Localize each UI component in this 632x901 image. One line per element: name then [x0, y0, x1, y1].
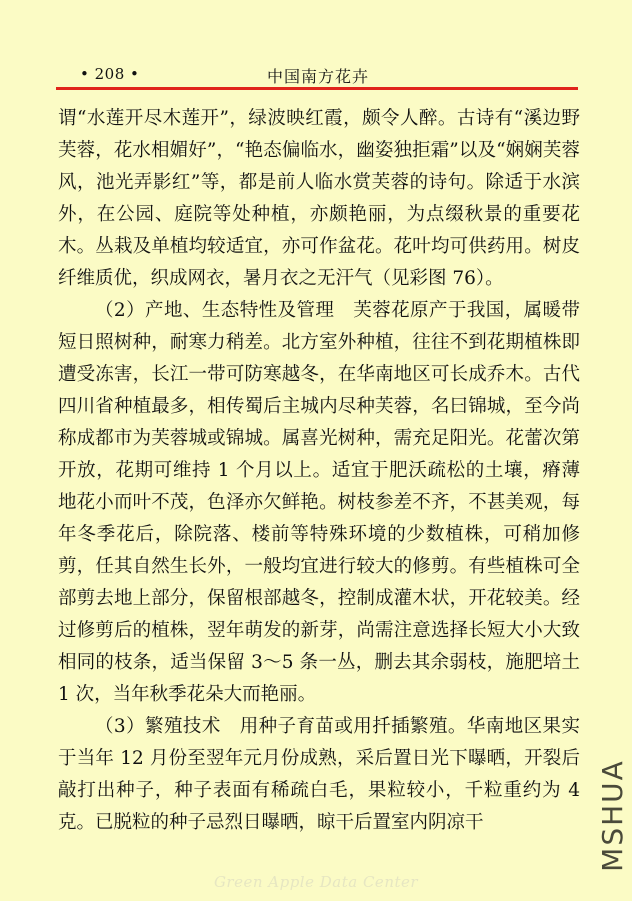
paragraph-origin-ecology: （2）产地、生态特性及管理 芙蓉花原产于我国，属暖带短日照树种，耐寒力稍差。北方室外种植，往往不到花期植株即遭受冻害，长江一带可防寒越冬，在华南地区可长成乔木。古代四川省种植最多，相传蜀后主城内尽种芙蓉，名曰锦城，至今尚称成都市为芙蓉城或锦城。属喜光树种，需充足阳光。花蕾次第开放，花期可维持 1 个月以上。适宜于肥沃疏松的土壤，瘠薄地花小而叶不茂，色泽亦欠鲜艳。树枝参差不齐，不甚美观，每年冬季花后，除院落、楼前等特殊环境的少数植株，可稍加修剪，任其自然生长外，一般均宜进行较大的修剪。有些植株可全部剪去地上部分，保留根部越冬，控制成灌木状，开花较美。经过修剪后的植株，翌年萌发的新芽，尚需注意选择长短大小大致相同的枝条，适当保留 3～5 条一丛，删去其余弱枝，施肥培土 1 次，当年秋季花朵大而艳丽。	[58, 300, 580, 705]
side-mark	[596, 740, 628, 890]
body-text	[58, 103, 580, 839]
book-title: 中国南方花卉	[266, 67, 369, 86]
watermark: Green Apple Data Center	[213, 873, 419, 891]
page-number: • 208 •	[80, 65, 140, 83]
paragraph-continued: 谓“水莲开尽木莲开”，绿波映红霞，颇令人醉。古诗有“溪边野芙蓉，花水相媚好”，“艳态偏临水，幽姿独拒霜”以及“娴娴芙蓉风，池光弄影红”等，都是前人临水赏芙蓉的诗句。除适于水滨外，在公园、庭院等处种植，亦颇艳丽，为点缀秋景的重要花木。丛栽及单植均较适宜，亦可作盆花。花叶均可供药用。树皮纤维质优，织成网衣，暑月衣之无汗气（见彩图 76）。	[58, 108, 580, 289]
page-header	[58, 62, 578, 88]
side-mark-text: MSHUA	[595, 758, 629, 872]
paragraph-propagation: （3）繁殖技术 用种子育苗或用扦插繁殖。华南地区果实于当年 12 月份至翌年元月份成熟，采后置日光下曝晒，开裂后敲打出种子，种子表面有稀疏白毛，果粒较小，千粒重约为 4 克。已脱粒的种子忌烈日曝晒，晾干后置室内阴凉干	[58, 716, 580, 833]
header-rule	[56, 87, 578, 90]
